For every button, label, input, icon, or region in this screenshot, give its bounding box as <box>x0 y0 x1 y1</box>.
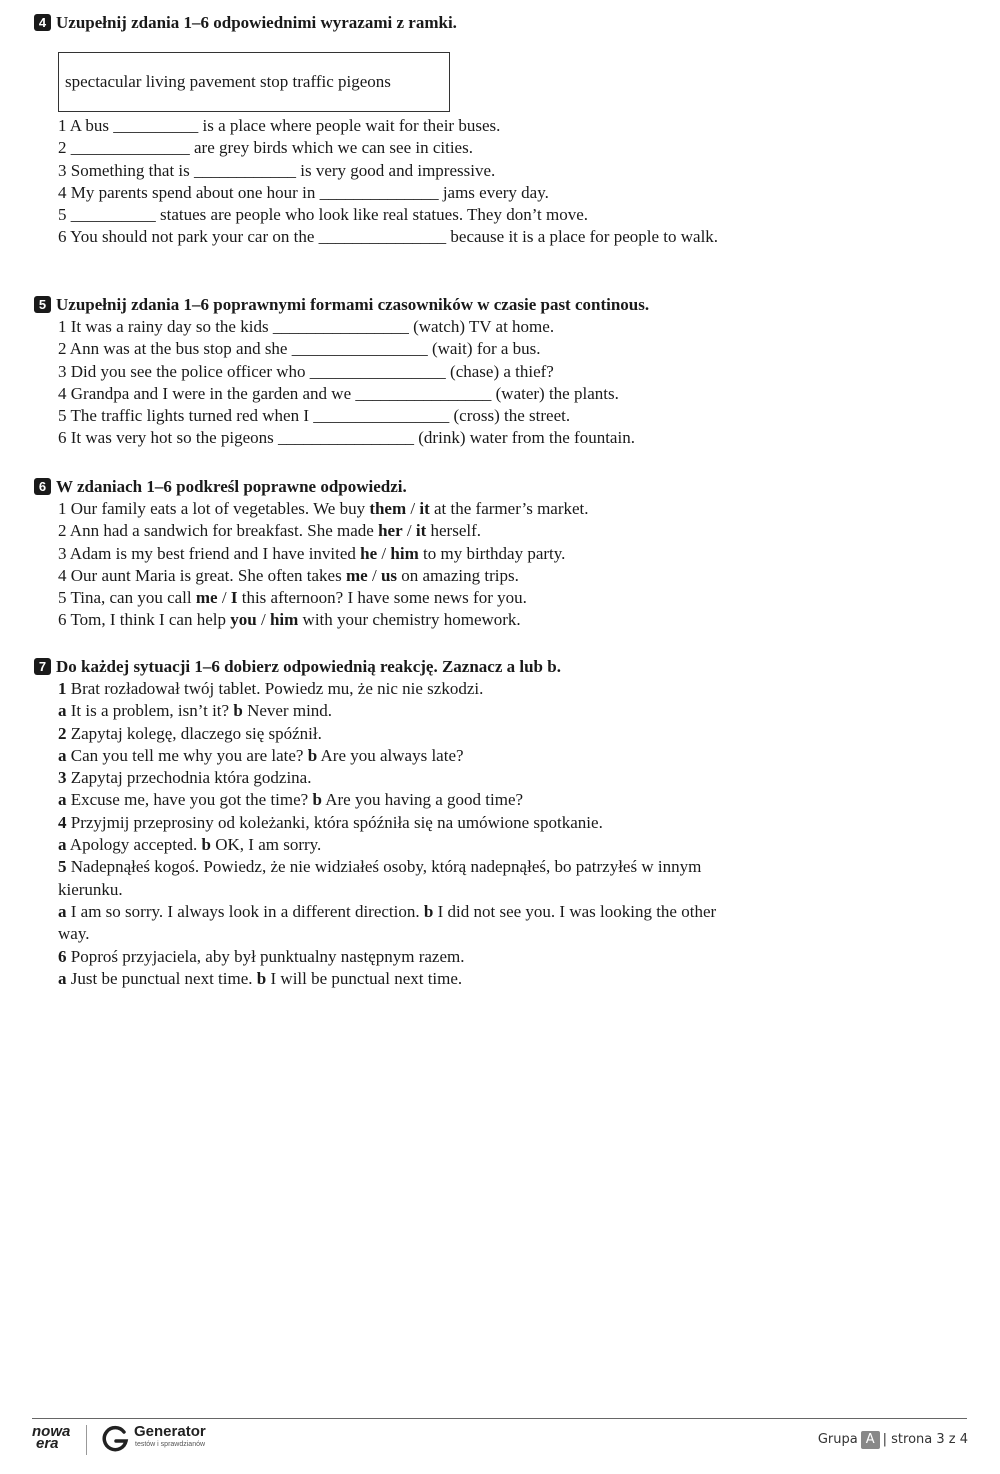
reaction-options: a Excuse me, have you got the time? b Are you having a good time? <box>58 790 524 810</box>
option-b-label[interactable]: b <box>312 790 322 810</box>
situation-line: 3 Zapytaj przechodnia która godzina. <box>58 768 312 788</box>
exercise-number-badge: 7 <box>34 658 51 675</box>
group-badge: A <box>861 1431 880 1449</box>
option-a[interactable]: her <box>378 521 403 541</box>
exercise-7-title: Do każdej sytuacji 1–6 dobierz odpowiednią reakcję. Zaznacz a lub b. <box>56 657 561 676</box>
logo-separator <box>86 1425 87 1455</box>
exercise-number-badge: 6 <box>34 478 51 495</box>
group-label: Grupa <box>817 1432 858 1447</box>
exercise-7-heading <box>34 656 734 678</box>
option-a-label[interactable]: a <box>58 835 67 855</box>
sentence-line: 6 It was very hot so the pigeons ________________ (drink) water from the fountain. <box>58 428 635 448</box>
option-b-label[interactable]: b <box>256 968 267 988</box>
option-b-label[interactable]: b <box>233 701 243 721</box>
exercise-number-badge: 5 <box>34 296 51 313</box>
exercise-4 <box>34 12 734 34</box>
option-a[interactable]: me <box>345 565 368 585</box>
situation-line: 6 Poproś przyjaciela, aby był punktualny następnym razem. <box>58 946 465 966</box>
choice-sentence: 5 Tina, can you call me / I this afternoon? I have some news for you. <box>58 588 527 608</box>
option-b[interactable]: it <box>419 499 430 518</box>
option-a[interactable]: he <box>360 543 378 563</box>
exercise-7 <box>34 656 734 990</box>
exercise-number-badge: 4 <box>34 14 51 31</box>
sentence-line: 4 My parents spend about one hour in ______________ jams every day. <box>58 182 549 202</box>
sentence-line: 3 Did you see the police officer who ________________ (chase) a thief? <box>58 361 554 381</box>
sentence-line: 2 ______________ are grey birds which we can see in cities. <box>58 138 473 158</box>
sentence-line: 2 Ann was at the bus stop and she ________________ (wait) for a bus. <box>58 339 541 359</box>
generator-logo-subtitle: testów i sprawdzianów <box>135 1441 206 1448</box>
choice-sentence: 1 Our family eats a lot of vegetables. We buy them / it at the farmer’s market. <box>58 499 589 518</box>
sentence-line: 1 A bus __________ is a place where people wait for their buses. <box>58 116 501 135</box>
sentence-line: 6 You should not park your car on the _______________ because it is a place for people to walk. <box>58 227 719 247</box>
option-a-label[interactable]: a <box>58 968 67 988</box>
sentence-line: 4 Grandpa and I were in the garden and we ________________ (water) the plants. <box>58 383 619 403</box>
nowa-era-logo: nowa era <box>32 1423 71 1452</box>
generator-logo-icon <box>100 1424 130 1454</box>
exercise-5-heading <box>34 294 734 316</box>
sentence-line: 1 It was a rainy day so the kids ________________ (watch) TV at home. <box>58 317 555 336</box>
sentence-line: 5 __________ statues are people who look like real statues. They don’t move. <box>58 205 589 225</box>
situation-line: 5 Nadepnąłeś kogoś. Powiedz, że nie widziałeś osoby, którą nadepnąłeś, bo patrzyłeś w innym kierunku. <box>58 857 702 899</box>
reaction-options: a Just be punctual next time. b I will be punctual next time. <box>58 968 463 988</box>
exercise-4-lines <box>34 115 734 249</box>
option-a[interactable]: them <box>369 499 407 518</box>
situation-line: 1 Brat rozładował twój tablet. Powiedz mu, że nic nie szkodzi. <box>58 679 484 698</box>
option-a-label[interactable]: a <box>58 790 67 810</box>
exercise-6-title: W zdaniach 1–6 podkreśl poprawne odpowiedzi. <box>56 477 407 496</box>
option-b-label[interactable]: b <box>423 901 434 921</box>
word-box: spectacular living pavement stop traffic pigeons <box>58 52 450 112</box>
option-a-label[interactable]: a <box>58 701 67 721</box>
option-a[interactable]: me <box>195 588 218 608</box>
page-number: | strona 3 z 4 <box>882 1432 968 1447</box>
exercise-5-title: Uzupełnij zdania 1–6 poprawnymi formami czasowników w czasie past continous. <box>56 295 650 314</box>
sentence-line: 5 The traffic lights turned red when I ________________ (cross) the street. <box>58 406 571 426</box>
situation-line: 2 Zapytaj kolegę, dlaczego się spóźnił. <box>58 723 322 743</box>
option-b[interactable]: him <box>390 543 419 563</box>
option-b[interactable]: him <box>269 610 299 630</box>
choice-sentence: 6 Tom, I think I can help you / him with your chemistry homework. <box>58 610 521 630</box>
reaction-options: a It is a problem, isn’t it? b Never mind. <box>58 701 333 721</box>
choice-sentence: 4 Our aunt Maria is great. She often takes me / us on amazing trips. <box>58 565 519 585</box>
sentence-line: 3 Something that is ____________ is very good and impressive. <box>58 160 496 180</box>
option-b[interactable]: us <box>380 565 398 585</box>
exercise-6 <box>34 476 734 632</box>
page-info <box>818 1430 968 1450</box>
option-b-label[interactable]: b <box>201 835 211 855</box>
generator-logo-text: Generator <box>134 1423 206 1440</box>
choice-sentence: 3 Adam is my best friend and I have invited he / him to my birthday party. <box>58 543 566 563</box>
option-b-label[interactable]: b <box>307 745 318 765</box>
reaction-options: a Apology accepted. b OK, I am sorry. <box>58 835 322 855</box>
option-a-label[interactable]: a <box>58 745 67 765</box>
option-a-label[interactable]: a <box>58 901 67 921</box>
exercise-5 <box>34 294 734 450</box>
exercise-4-title: Uzupełnij zdania 1–6 odpowiednimi wyrazami z ramki. <box>56 13 457 32</box>
choice-sentence: 2 Ann had a sandwich for breakfast. She made her / it herself. <box>58 521 482 541</box>
option-b[interactable]: I <box>230 588 238 608</box>
footer-divider <box>32 1418 967 1419</box>
reaction-options: a Can you tell me why you are late? b Are you always late? <box>58 745 464 765</box>
exercise-4-heading <box>34 12 734 34</box>
reaction-options: a I am so sorry. I always look in a different direction. b I did not see you. I was looking the other way. <box>58 901 717 944</box>
option-b[interactable]: it <box>415 521 427 541</box>
exercise-6-heading <box>34 476 734 498</box>
option-a[interactable]: you <box>230 610 257 630</box>
situation-line: 4 Przyjmij przeprosiny od koleżanki, która spóźniła się na umówione spotkanie. <box>58 812 603 832</box>
